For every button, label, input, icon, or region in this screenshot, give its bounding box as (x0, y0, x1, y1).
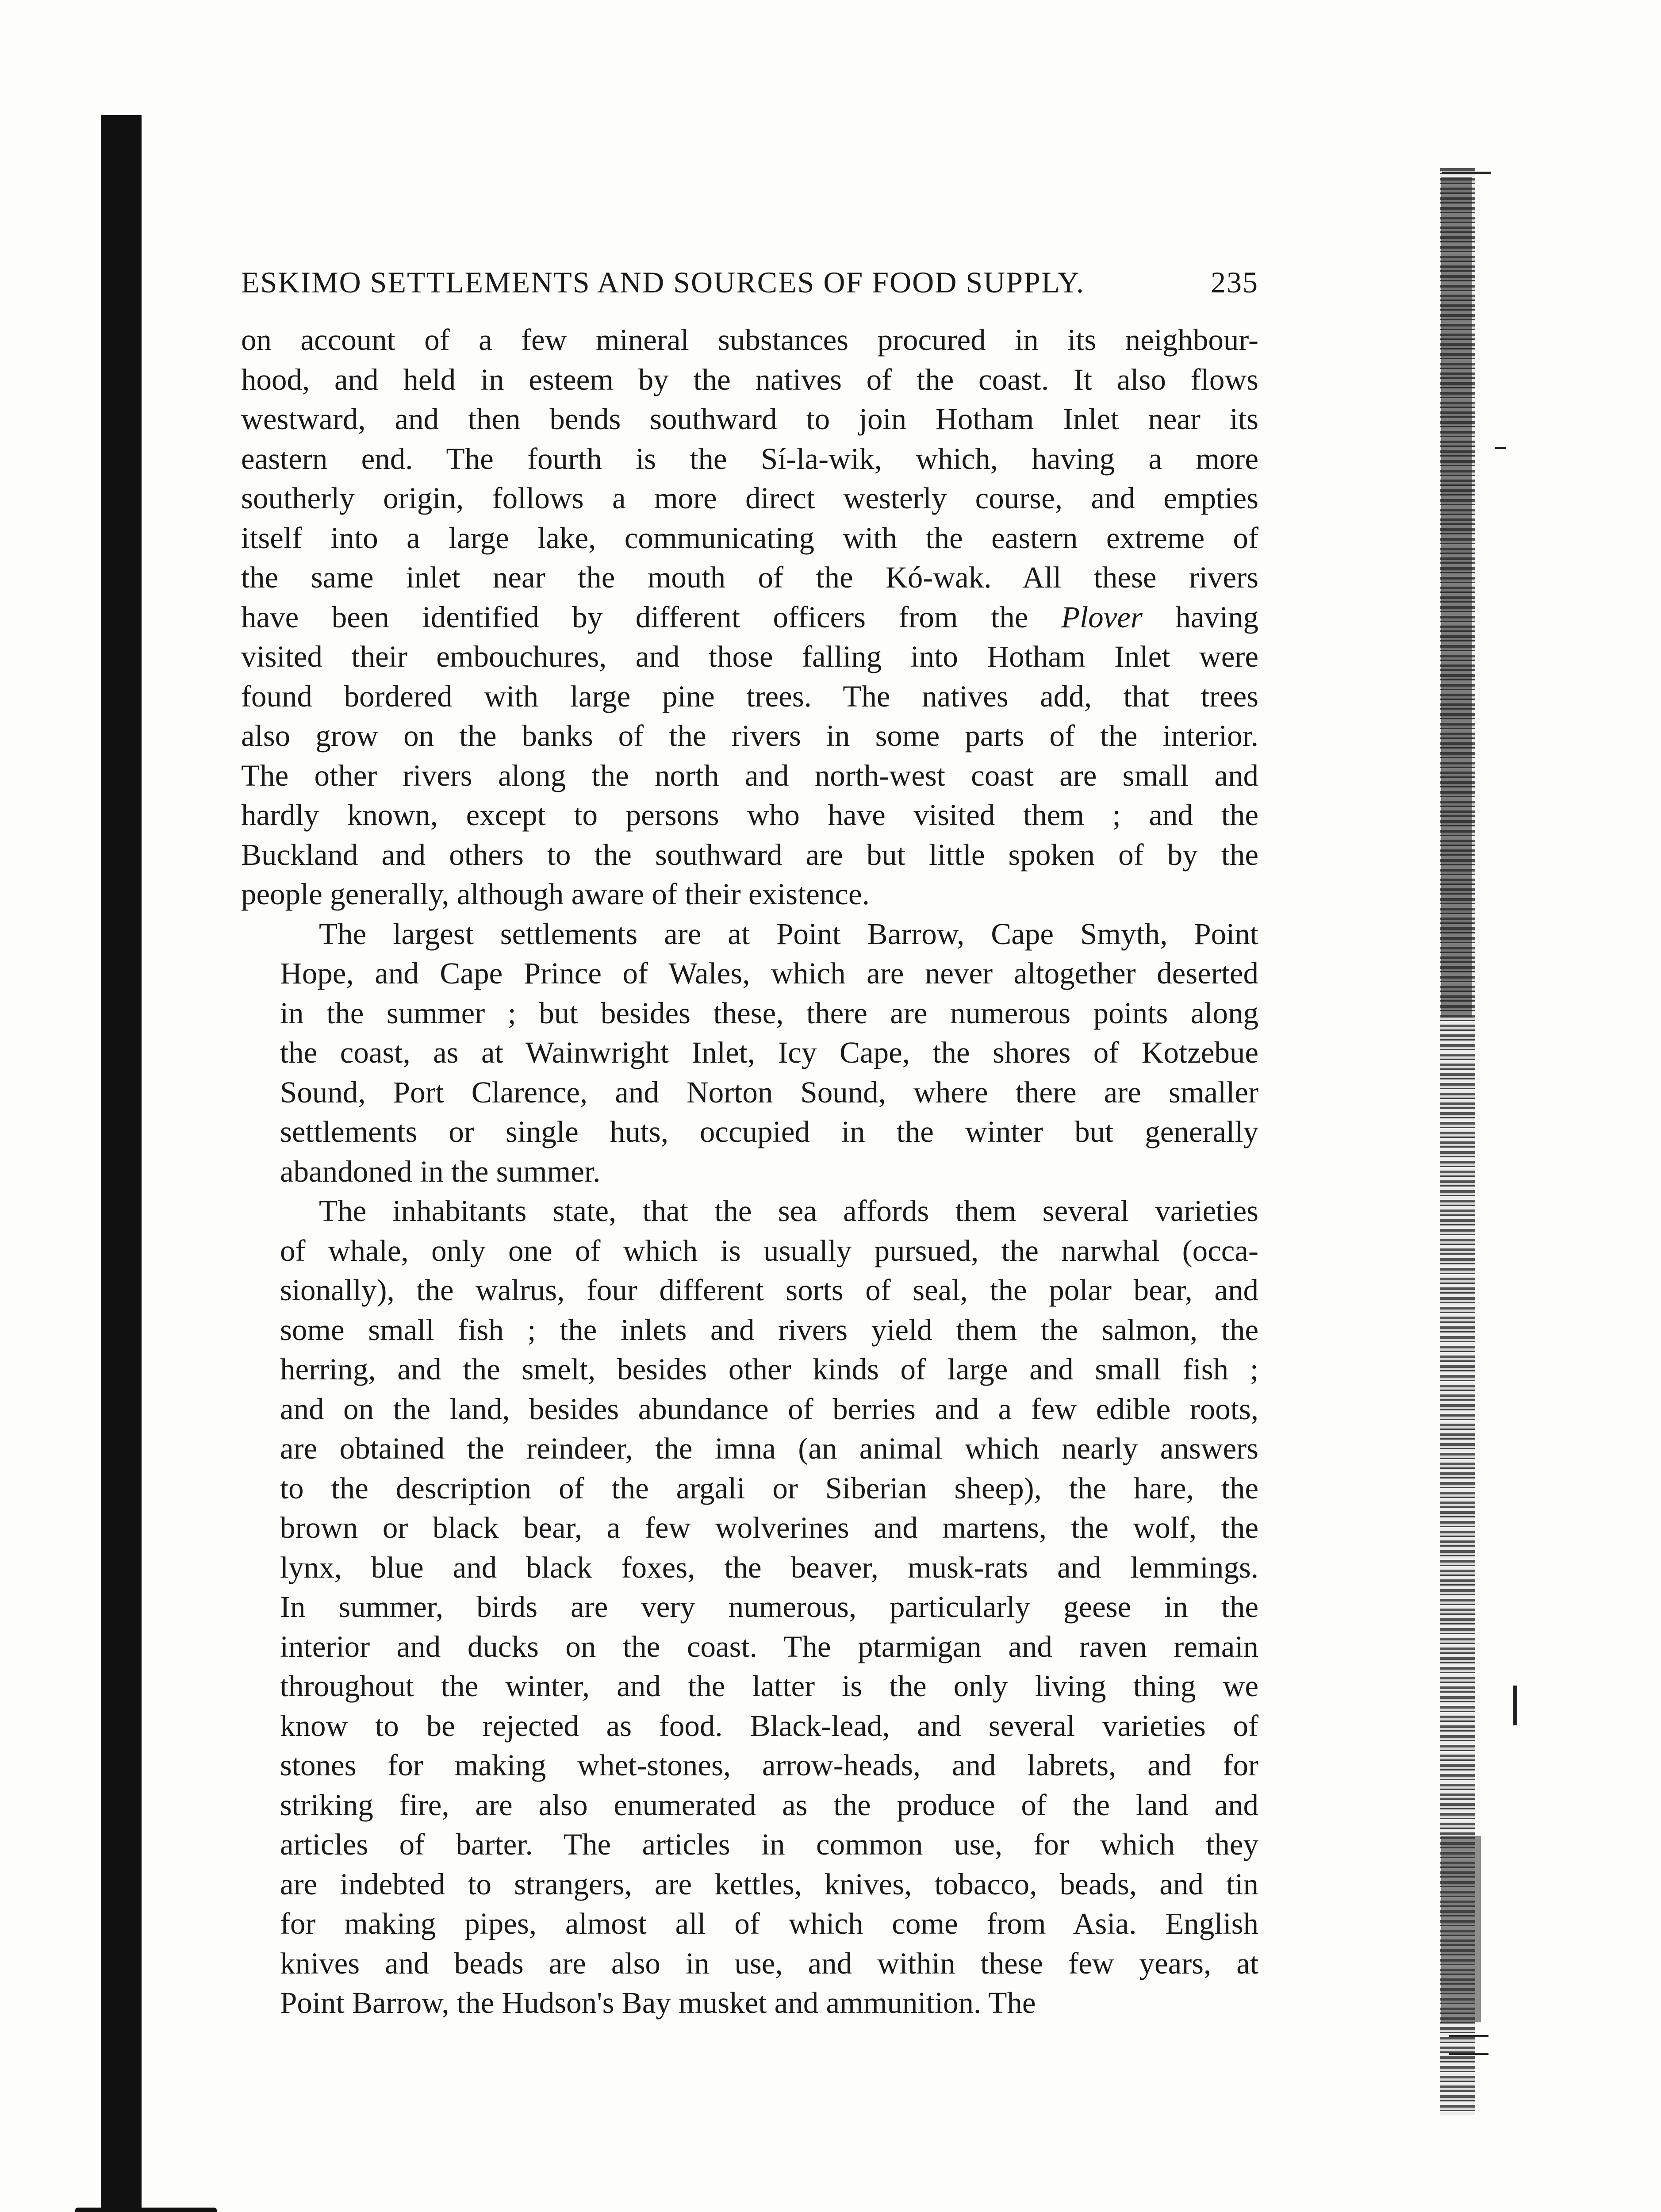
scan-edge-shadow (1441, 177, 1472, 1018)
scan-edge-tick (1495, 447, 1506, 449)
text-line: herring, and the smelt, besides other kinds of large and small fish ; (280, 1352, 1258, 1386)
text-line: Sound, Port Clarence, and Norton Sound, where there are smaller (280, 1075, 1258, 1109)
scan-edge-tick (1513, 1686, 1517, 1725)
text-line: The other rivers along the north and north-west coast are small and (241, 758, 1258, 792)
text-line: eastern end. The fourth is the Sí-la-wik, which, having a more (241, 442, 1258, 476)
text-line: the same inlet near the mouth of the Kó-wak. All these rivers (241, 561, 1258, 594)
text-line: in the summer ; but besides these, there are numerous points along (280, 996, 1258, 1030)
text-line: to the description of the argali or Siberian sheep), the hare, the (280, 1471, 1258, 1505)
text-line: throughout the winter, and the latter is the only living thing we (280, 1669, 1258, 1703)
text-line: itself into a large lake, communicating with the eastern extreme of (241, 521, 1258, 555)
ship-name: Plover (1061, 600, 1143, 634)
text-line: interior and ducks on the coast. The ptarmigan and raven remain (280, 1629, 1258, 1663)
text-line: know to be rejected as food. Black-lead, and several varieties of (280, 1709, 1258, 1743)
running-head (241, 261, 1258, 303)
binding-edge-foot (75, 2208, 217, 2212)
text-line: are obtained the reindeer, the imna (an animal which nearly answers (280, 1432, 1258, 1465)
scan-edge-tick (1442, 172, 1491, 174)
text-line: hood, and held in esteem by the natives of the coast. It also flows (241, 362, 1258, 396)
text-line: the coast, as at Wainwright Inlet, Icy Cape, the shores of Kotzebue (280, 1036, 1258, 1069)
text-line: striking fire, are also enumerated as the produce of the land and (280, 1788, 1258, 1822)
scan-edge-tick (1449, 2053, 1488, 2055)
scan-edge-shadow (1441, 1836, 1481, 2022)
binding-edge (101, 115, 142, 2212)
text-line: have been identified by different officers from the Plover having (241, 600, 1258, 634)
text-line: In summer, birds are very numerous, particularly geese in the (280, 1590, 1258, 1624)
paragraph (241, 1191, 1258, 2023)
text-line: abandoned in the summer. (280, 1154, 601, 1188)
text-line: The largest settlements are at Point Barrow, Cape Smyth, Point (319, 917, 1258, 951)
text-line: of whale, only one of which is usually pursued, the narwhal (occa- (280, 1233, 1258, 1267)
text-line: also grow on the banks of the rivers in some parts of the interior. (241, 719, 1258, 753)
text-line: sionally), the walrus, four different sorts of seal, the polar bear, and (280, 1273, 1258, 1307)
text-line: settlements or single huts, occupied in the winter but generally (280, 1115, 1258, 1148)
scan-edge-tick (1449, 2035, 1488, 2037)
paragraph (241, 914, 1258, 1192)
text-line: lynx, blue and black foxes, the beaver, musk-rats and lemmings. (280, 1550, 1258, 1584)
text-line: Hope, and Cape Prince of Wales, which are never altogether deserted (280, 956, 1258, 990)
text-line: knives and beads are also in use, and within these few years, at (280, 1946, 1258, 1980)
text-line: found bordered with large pine trees. The natives add, that trees (241, 679, 1258, 713)
text-line: Point Barrow, the Hudson's Bay musket and ammunition. The (280, 1986, 1036, 2020)
text-line: southerly origin, follows a more direct westerly course, and empties (241, 481, 1258, 515)
text-line: The inhabitants state, that the sea affords them several varieties (319, 1194, 1258, 1228)
text-line: some small fish ; the inlets and rivers yield them the salmon, the (280, 1313, 1258, 1347)
text-line: on account of a few mineral substances procured in its neighbour- (241, 323, 1258, 357)
text-line: and on the land, besides abundance of berries and a few edible roots, (280, 1392, 1258, 1426)
text-line: articles of barter. The articles in common use, for which they (280, 1828, 1258, 1861)
text-line: visited their embouchures, and those falling into Hotham Inlet were (241, 640, 1258, 673)
text-column (241, 261, 1258, 2023)
text-line: are indebted to strangers, are kettles, knives, tobacco, beads, and tin (280, 1867, 1258, 1901)
text-line: stones for making whet-stones, arrow-heads, and labrets, and for (280, 1748, 1258, 1782)
page-number: 235 (1211, 265, 1258, 299)
text-line: people generally, although aware of their existence. (241, 877, 870, 911)
paragraph (241, 320, 1258, 914)
text-line: westward, and then bends southward to join Hotham Inlet near its (241, 402, 1258, 436)
text-line: brown or black bear, a few wolverines and martens, the wolf, the (280, 1511, 1258, 1544)
body-text (241, 320, 1258, 2023)
running-head-title: ESKIMO SETTLEMENTS AND SOURCES OF FOOD SUPPLY. (241, 265, 1085, 299)
text-line: Buckland and others to the southward are but little spoken of by the (241, 837, 1258, 872)
text-line: hardly known, except to persons who have visited them ; and the (241, 798, 1258, 832)
text-line: for making pipes, almost all of which come from Asia. English (280, 1907, 1258, 1940)
